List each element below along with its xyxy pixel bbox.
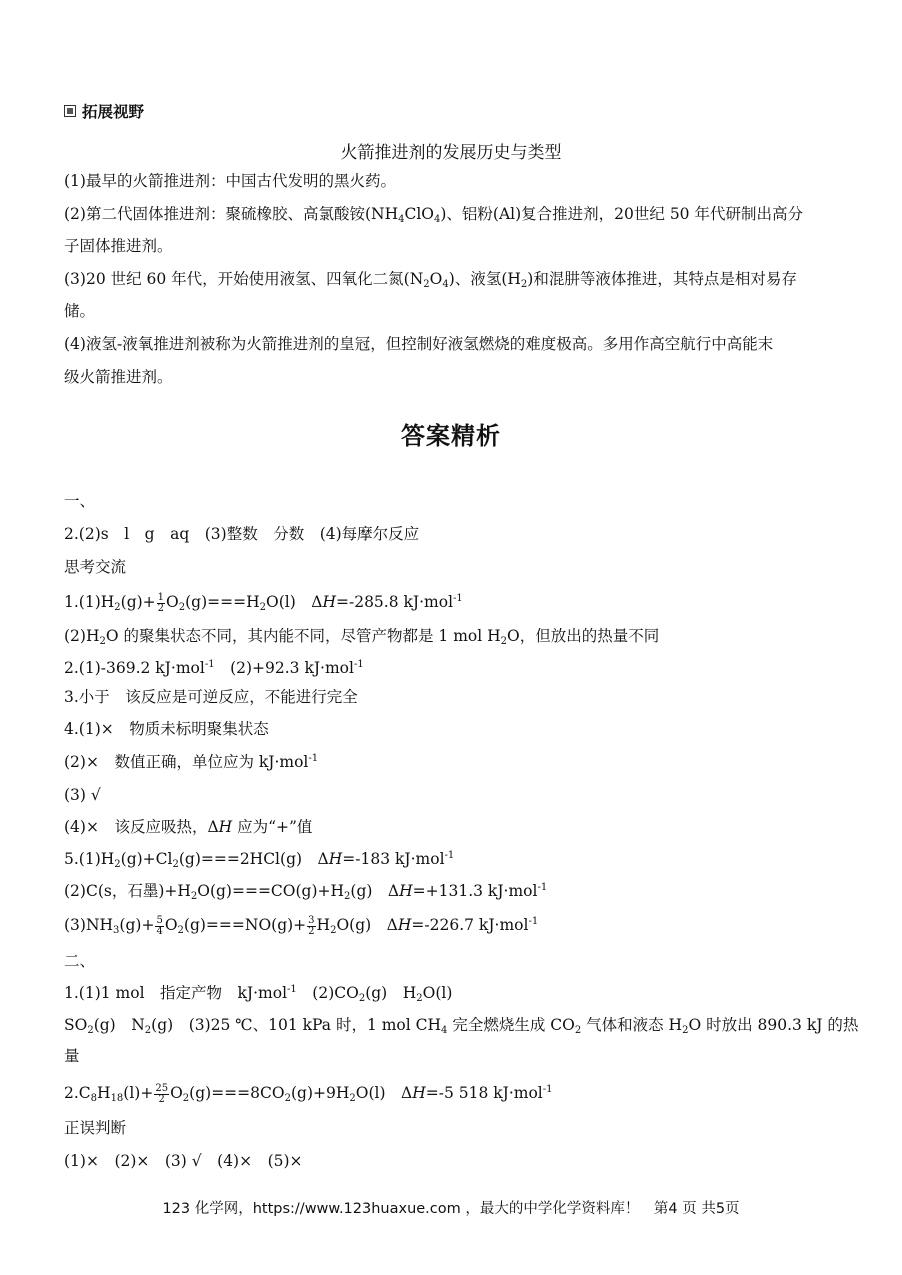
answers-title: 答案精析 xyxy=(401,421,501,450)
answer-line: (3) √ xyxy=(64,786,101,804)
answer-line: $SO_2(g)$ $N_2(g)$ (3)25 ℃、101 kPa 时，1 mol $CH_4$ 完全燃烧生成 $CO_2$ 气体和液态 $H_2O$ 时放出 890.3 kJ 的热 xyxy=(64,1016,859,1036)
section-2-heading: 二、 xyxy=(64,952,96,970)
fraction: $\frac{3}{2}$ xyxy=(308,914,315,937)
ext-paragraph-1: (1)最早的火箭推进剂：中国古代发明的黑火药。 xyxy=(64,172,396,190)
answer-line: (2)C(s，石墨)$+H_2O(g)===CO(g)+H_2(g)$ ΔH=+131.3 kJ·mol$^{-1}$ xyxy=(64,882,548,902)
ext-paragraph-2-line-1: (2)第二代固体推进剂：聚硫橡胶、高氯酸铵$(NH_4ClO_4)$、铝粉(Al)复合推进剂，20世纪 50 年代研制出高分 xyxy=(64,205,803,225)
answer-line: $1.(1)H_2(g)+$ $\frac{1}{2}$ $O_2(g)===H_2O(l)$ ΔH=-285.8 kJ·mol$^{-1}$ xyxy=(64,591,463,614)
answer-line: $(3)NH_3(g)+$ $\frac{5}{4}$ $O_2(g)===NO(g)+$ $\frac{3}{2}$ $H_2O(g)$ ΔH=-226.7 kJ·mol$^{-1}$ xyxy=(64,914,539,937)
answer-line: (4)× 该反应吸热，ΔH 应为“+”值 xyxy=(64,818,313,836)
answer-line: (2)× 数值正确，单位应为 kJ·mol$^{-1}$ xyxy=(64,753,319,771)
answer-line: 4.(1)× 物质未标明聚集状态 xyxy=(64,720,269,738)
section-1-heading: 一、 xyxy=(64,492,96,510)
fraction: $\frac{5}{4}$ xyxy=(156,914,163,937)
answer-line: 1.(1)1 mol 指定产物 kJ·mol$^{-1}$ $(2)CO_2(g)$ $H_2O(l)$ xyxy=(64,984,453,1004)
square-bullet-icon xyxy=(64,105,76,117)
answer-line: $5.(1)H_2(g)+Cl_2(g)===2HCl(g)$ ΔH=-183 kJ·mol$^{-1}$ xyxy=(64,850,455,870)
extension-heading xyxy=(64,100,144,122)
judge-heading: 正误判断 xyxy=(64,1119,127,1137)
answer-line: 2.(2)s l g aq (3)整数 分数 (4)每摩尔反应 xyxy=(64,525,420,543)
answer-line: 3.小于 该反应是可逆反应，不能进行完全 xyxy=(64,688,358,706)
fraction: $\frac{25}{2}$ xyxy=(155,1082,169,1105)
answer-line: 量 xyxy=(64,1047,80,1065)
ext-paragraph-4-line-2: 级火箭推进剂。 xyxy=(64,368,173,386)
ext-paragraph-4-line-1: (4)液氢-液氧推进剂被称为火箭推进剂的皇冠，但控制好液氢燃烧的难度极高。多用作高空航行中高能末 xyxy=(64,335,774,353)
ext-paragraph-2-line-2: 子固体推进剂。 xyxy=(64,237,173,255)
answer-line: (1)× (2)× (3) √ (4)× (5)× xyxy=(64,1152,303,1170)
extension-title: 火箭推进剂的发展历史与类型 xyxy=(340,143,562,163)
page-footer: 123 化学网，https://www.123huaxue.com ，最大的中学化学资料库！ 第4 页 共5页 xyxy=(162,1201,740,1217)
fraction: $\frac{1}{2}$ xyxy=(157,591,165,614)
ext-paragraph-3-line-2: 储。 xyxy=(64,302,96,320)
think-heading: 思考交流 xyxy=(64,558,127,576)
answer-line: $2.C_8H_{18}(l)+$ $\frac{25}{2}$ $O_2(g)===8CO_2(g)+9H_2O(l)$ ΔH=-5 518 kJ·mol$^{-1}$ xyxy=(64,1082,553,1105)
extension-heading-label: 拓展视野 xyxy=(82,103,145,121)
answer-line: 2.(1)-369.2 kJ·mol$^{-1}$ (2)+92.3 kJ·mol$^{-1}$ xyxy=(64,659,364,677)
answer-line: $(2)H_2O$ 的聚集状态不同，其内能不同，尽管产物都是 1 mol $H_2O$，但放出的热量不同 xyxy=(64,627,660,647)
ext-paragraph-3-line-1: (3)20 世纪 60 年代，开始使用液氢、四氧化二氮$(N_2O_4)$、液氢$(H_2)$和混肼等液体推进，其特点是相对易存 xyxy=(64,270,797,290)
